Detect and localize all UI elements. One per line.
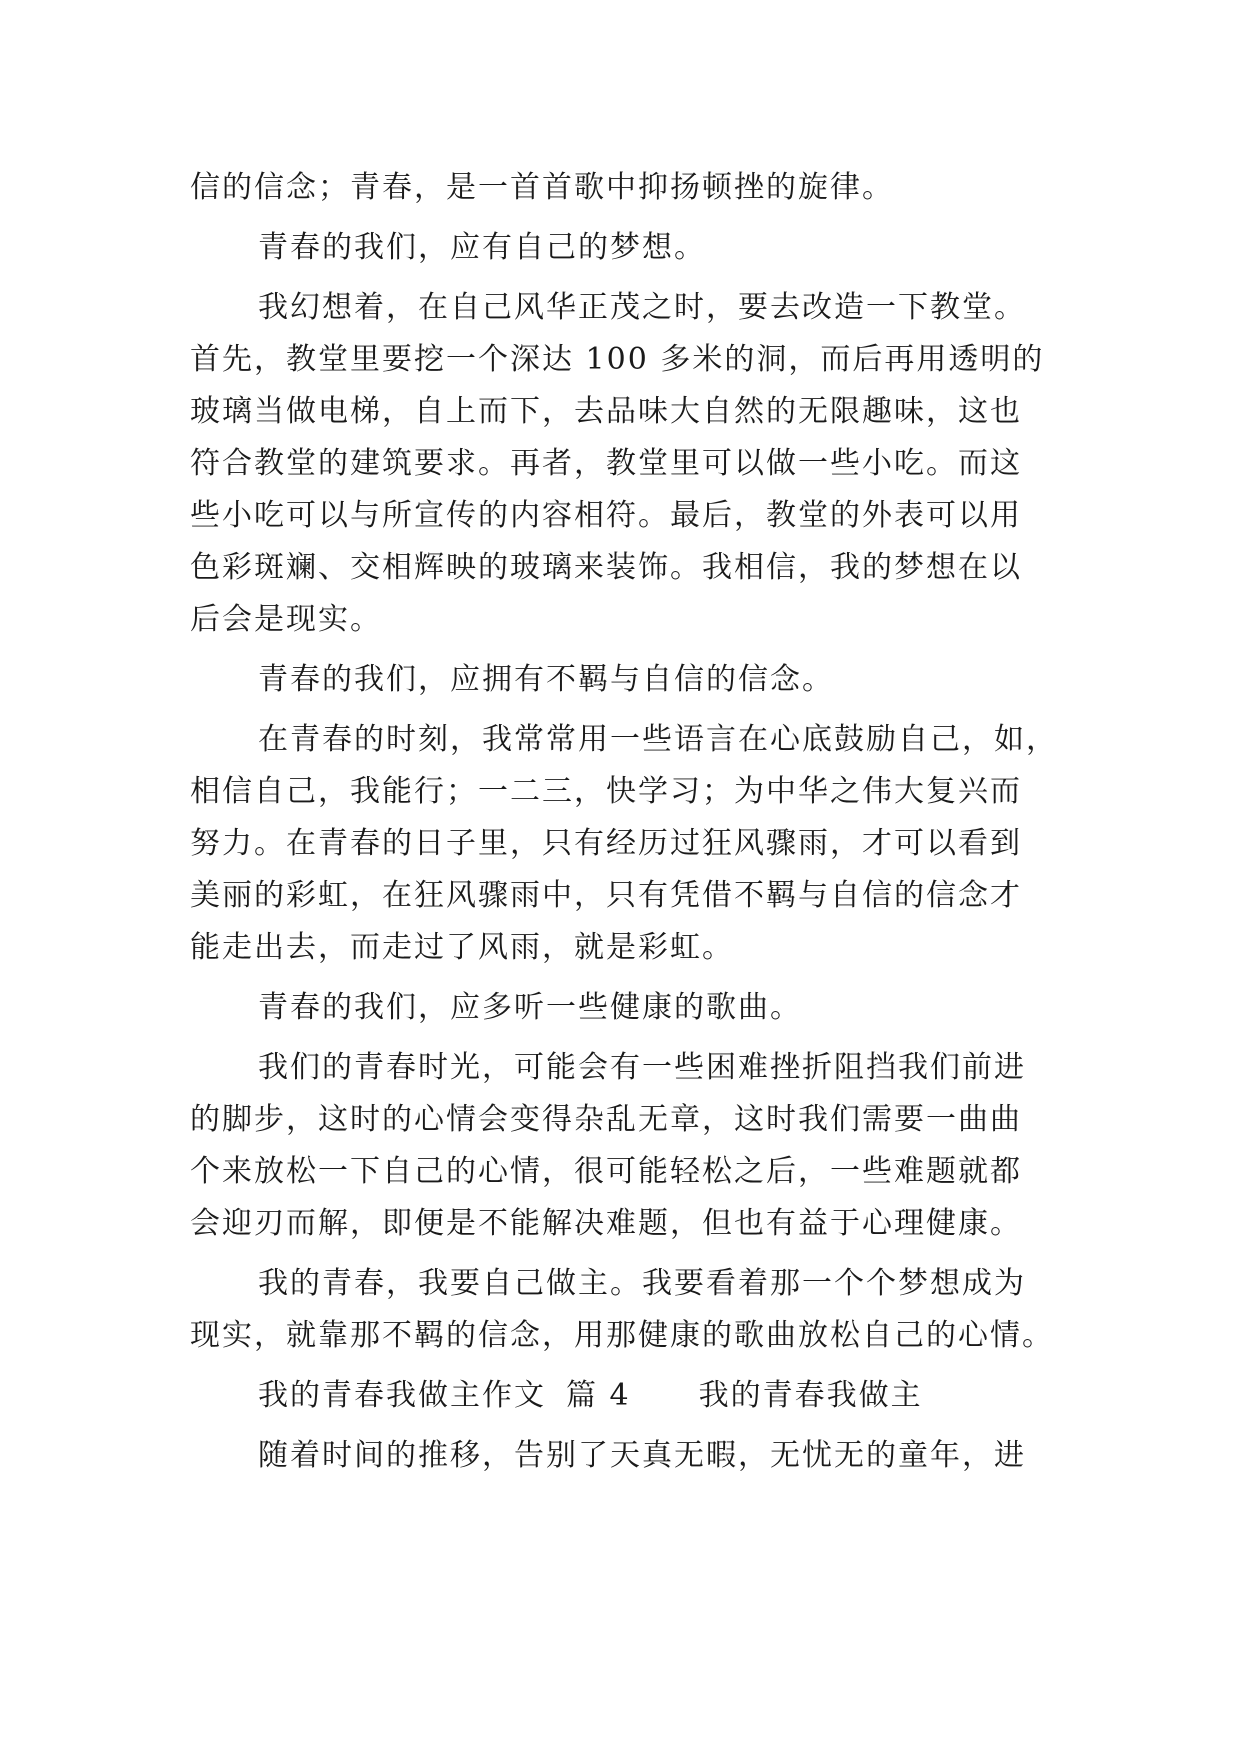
paragraph-line: 符合教堂的建筑要求。再者，教堂里可以做一些小吃。而这	[190, 446, 1022, 481]
paragraph-line: 青春的我们，应拥有不羁与自信的信念。	[258, 662, 834, 697]
paragraph-line: 的脚步，这时的心情会变得杂乱无章，这时我们需要一曲曲	[190, 1102, 1022, 1137]
paragraph-line: 玻璃当做电梯，自上而下，去品味大自然的无限趣味，这也	[190, 394, 1022, 429]
paragraph-line: 色彩斑斓、交相辉映的玻璃来装饰。我相信，我的梦想在以	[190, 550, 1022, 585]
paragraph-line: 相信自己，我能行；一二三，快学习；为中华之伟大复兴而	[190, 774, 1022, 809]
paragraph-line: 能走出去，而走过了风雨，就是彩虹。	[190, 930, 734, 965]
paragraph-line: 我们的青春时光，可能会有一些困难挫折阻挡我们前进	[258, 1050, 1026, 1085]
paragraph-line: 会迎刃而解，即便是不能解决难题，但也有益于心理健康。	[190, 1206, 1022, 1241]
paragraph-line: 我幻想着，在自己风华正茂之时，要去改造一下教堂。	[258, 290, 1026, 325]
paragraph-line: 个来放松一下自己的心情，很可能轻松之后，一些难题就都	[190, 1154, 1022, 1189]
paragraph-line: 些小吃可以与所宣传的内容相符。最后，教堂的外表可以用	[190, 498, 1022, 533]
paragraph-line: 在青春的时刻，我常常用一些语言在心底鼓励自己，如，	[258, 722, 1058, 757]
paragraph-line: 美丽的彩虹，在狂风骤雨中，只有凭借不羁与自信的信念才	[190, 878, 1022, 913]
section-heading-title: 我的青春我做主作文	[258, 1378, 546, 1413]
paragraph-line: 青春的我们，应多听一些健康的歌曲。	[258, 990, 802, 1025]
paragraph-line: 努力。在青春的日子里，只有经历过狂风骤雨，才可以看到	[190, 826, 1022, 861]
paragraph-line: 信的信念；青春，是一首首歌中抑扬顿挫的旋律。	[190, 170, 894, 205]
section-heading-number: 篇 4	[566, 1378, 631, 1413]
paragraph-line: 青春的我们，应有自己的梦想。	[258, 230, 706, 265]
section-heading-subtitle: 我的青春我做主	[698, 1378, 923, 1413]
paragraph-line: 我的青春，我要自己做主。我要看着那一个个梦想成为	[258, 1266, 1026, 1301]
paragraph-line: 首先，教堂里要挖一个深达 100 多米的洞，而后再用透明的	[190, 342, 1045, 377]
section-heading	[190, 1370, 1070, 1422]
document-body	[190, 162, 1070, 1482]
paragraph-line: 随着时间的推移，告别了天真无暇，无忧无的童年，进	[258, 1438, 1026, 1473]
paragraph-line: 现实，就靠那不羁的信念，用那健康的歌曲放松自己的心情。	[190, 1318, 1054, 1353]
paragraph-line: 后会是现实。	[190, 602, 382, 637]
